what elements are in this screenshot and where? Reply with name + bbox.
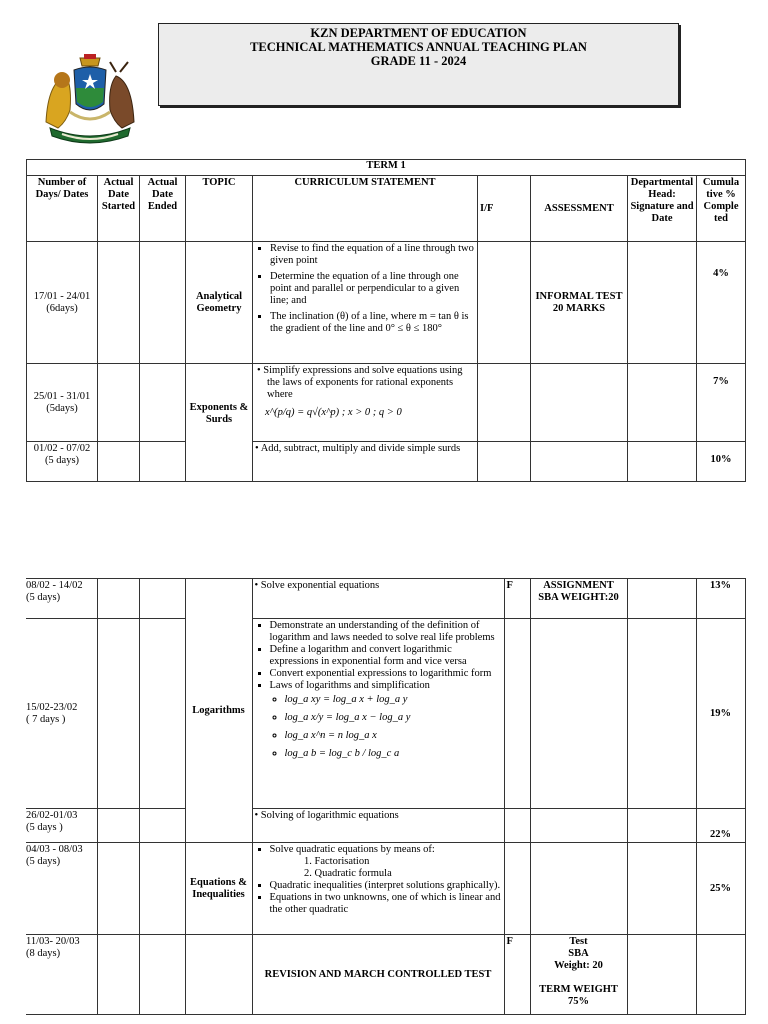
log-law: ◦ log_a x^n = n log_a x — [285, 730, 502, 742]
header-line-3: GRADE 11 - 2024 — [370, 54, 467, 68]
if-cell — [478, 442, 531, 482]
ended-cell — [140, 242, 186, 364]
table-row — [26, 843, 745, 935]
dates-cell — [26, 843, 97, 935]
assessment-line: TERM WEIGHT — [539, 984, 618, 995]
assessment-cell — [530, 809, 627, 843]
log-law: ◦ log_a x/y = log_a x − log_a y — [285, 712, 502, 724]
table-row — [27, 442, 746, 482]
assessment-cell — [530, 843, 627, 935]
col-curriculum: CURRICULUM STATEMENT — [253, 176, 478, 242]
curriculum-cell — [252, 843, 504, 935]
ended-cell — [139, 579, 185, 619]
term1-continued-table — [26, 578, 746, 1015]
day-count: (5 days) — [26, 592, 61, 603]
assessment-line: Test — [569, 936, 588, 947]
date-range: 08/02 - 14/02 — [26, 580, 83, 591]
topic-cell: Analytical Geometry — [186, 242, 253, 364]
started-cell — [97, 619, 139, 809]
assessment-cell: INFORMAL TEST 20 MARKS — [531, 242, 628, 364]
started-cell — [98, 242, 140, 364]
ended-cell — [139, 809, 185, 843]
table-row — [27, 242, 746, 364]
date-range: 04/03 - 08/03 — [26, 844, 83, 855]
started-cell — [97, 843, 139, 935]
curriculum-item: ▪ Define a logarithm and convert logarithmic expressions in exponential form and vice versa — [270, 644, 502, 668]
col-cumulative: Cumula tive % Comple ted — [697, 176, 746, 242]
assessment-line: 75% — [568, 996, 589, 1007]
col-head: Departmental Head: Signature and Date — [628, 176, 697, 242]
day-count: (8 days) — [26, 948, 61, 959]
curriculum-item: ▪ Convert exponential expressions to logarithmic form — [270, 668, 502, 680]
method-item: 2. Quadratic formula — [315, 868, 502, 880]
col-days: Number of Days/ Dates — [27, 176, 98, 242]
curriculum-item: ▪ Demonstrate an understanding of the definition of logarithm and laws needed to solve real life problems — [270, 620, 502, 644]
date-range: 01/02 - 07/02 — [33, 443, 91, 454]
head-cell — [627, 843, 696, 935]
date-range: 15/02-23/02 — [26, 701, 78, 713]
method-item: 1. Factorisation — [315, 856, 502, 868]
assessment-cell — [531, 442, 628, 482]
ended-cell — [139, 619, 185, 809]
cumulative-cell: 25% — [696, 843, 745, 935]
date-range: 11/03- 20/03 — [26, 936, 80, 947]
started-cell — [97, 809, 139, 843]
term1-table — [26, 159, 746, 482]
head-cell — [627, 809, 696, 843]
date-range: 17/01 - 24/01 — [33, 290, 91, 302]
head-cell — [628, 242, 697, 364]
ended-cell — [140, 364, 186, 442]
ended-cell — [140, 442, 186, 482]
curriculum-item: ▪ Solve quadratic equations by means of: — [270, 844, 502, 856]
day-count: ( 7 days ) — [26, 713, 66, 725]
head-cell — [628, 442, 697, 482]
assessment-line: Weight: 20 — [554, 960, 603, 971]
curriculum-item: ▪ The inclination (θ) of a line, where m = tan θ is the gradient of the line and 0° ≤ θ ≤ 180° — [270, 311, 475, 335]
dates-cell — [26, 579, 97, 619]
col-ended: Actual Date Ended — [140, 176, 186, 242]
curriculum-cell — [253, 364, 478, 442]
if-cell — [478, 364, 531, 442]
log-law: ◦ log_a xy = log_a x + log_a y — [285, 694, 502, 706]
dates-cell — [27, 364, 98, 442]
started-cell — [98, 364, 140, 442]
curriculum-cell: • Add, subtract, multiply and divide simple surds — [253, 442, 478, 482]
if-cell — [504, 843, 530, 935]
head-cell — [627, 579, 696, 619]
curriculum-item: ▪ Quadratic inequalities (interpret solutions graphically). — [270, 880, 502, 892]
topic-cell: Exponents & Surds — [186, 364, 253, 482]
curriculum-item: • Simplify expressions and solve equations using the laws of exponents for rational exponents where — [257, 365, 463, 400]
started-cell — [98, 442, 140, 482]
cumulative-cell: 7% — [697, 364, 746, 442]
day-count: (5days) — [46, 402, 78, 414]
head-cell — [627, 935, 696, 1015]
document-header — [158, 23, 679, 106]
assessment-cell — [530, 935, 627, 1015]
day-count: (5 days) — [26, 856, 61, 867]
table-row — [26, 579, 745, 619]
dates-cell — [27, 442, 98, 482]
day-count: (6days) — [46, 302, 78, 314]
dates-cell — [26, 935, 97, 1015]
started-cell — [97, 935, 139, 1015]
coat-of-arms-icon — [36, 52, 144, 148]
curriculum-cell: • Solving of logarithmic equations — [252, 809, 504, 843]
day-count: (5 days) — [44, 455, 80, 466]
col-topic: TOPIC — [186, 176, 253, 242]
ended-cell — [139, 935, 185, 1015]
day-count: (5 days ) — [26, 822, 63, 833]
date-range: 26/02-01/03 — [26, 810, 78, 821]
head-cell — [627, 619, 696, 809]
cumulative-cell: 22% — [696, 809, 745, 843]
date-range: 25/01 - 31/01 — [33, 390, 91, 402]
cumulative-cell: 4% — [697, 242, 746, 364]
if-cell — [504, 619, 530, 809]
header-line-2: TECHNICAL MATHEMATICS ANNUAL TEACHING PLAN — [250, 40, 587, 54]
assessment-line: SBA — [568, 948, 589, 959]
curriculum-cell: • Solve exponential equations — [252, 579, 504, 619]
curriculum-item: ▪ Laws of logarithms and simplification — [270, 680, 502, 692]
col-started: Actual Date Started — [98, 176, 140, 242]
dates-cell — [27, 242, 98, 364]
curriculum-cell: REVISION AND MARCH CONTROLLED TEST — [252, 935, 504, 1015]
assessment-cell: ASSIGNMENT SBA WEIGHT:20 — [530, 579, 627, 619]
dates-cell — [26, 809, 97, 843]
head-cell — [628, 364, 697, 442]
curriculum-cell — [252, 619, 504, 809]
topic-cell: Logarithms — [185, 579, 252, 843]
table-row — [26, 935, 745, 1015]
ended-cell — [139, 843, 185, 935]
table-row — [26, 809, 745, 843]
if-cell: F — [504, 935, 530, 1015]
cumulative-cell: 13% — [696, 579, 745, 619]
if-cell — [504, 809, 530, 843]
table-row — [27, 364, 746, 442]
header-line-1: KZN DEPARTMENT OF EDUCATION — [310, 26, 527, 40]
table-row — [26, 619, 745, 809]
curriculum-item: ▪ Determine the equation of a line through one point and parallel or perpendicular to a given line; and — [270, 271, 475, 307]
curriculum-item: ▪ Revise to find the equation of a line through two given point — [270, 243, 475, 267]
log-law: ◦ log_a b = log_c b / log_c a — [285, 748, 502, 760]
col-assessment: ASSESSMENT — [531, 176, 628, 242]
assessment-cell — [531, 364, 628, 442]
cumulative-cell — [696, 935, 745, 1015]
assessment-cell — [530, 619, 627, 809]
topic-cell: Equations & Inequalities — [185, 843, 252, 935]
curriculum-item: ▪ Equations in two unknowns, one of which is linear and the other quadratic — [270, 892, 502, 916]
if-cell: F — [504, 579, 530, 619]
curriculum-cell — [253, 242, 478, 364]
dates-cell — [26, 619, 97, 809]
cumulative-cell: 10% — [697, 442, 746, 482]
topic-cell — [185, 935, 252, 1015]
started-cell — [97, 579, 139, 619]
cumulative-cell: 19% — [696, 619, 745, 809]
if-cell — [478, 242, 531, 364]
col-if: I/F — [478, 176, 531, 242]
exponent-formula: x^(p/q) = q√(x^p) ; x > 0 ; q > 0 — [265, 407, 402, 418]
term-label: TERM 1 — [27, 160, 746, 176]
